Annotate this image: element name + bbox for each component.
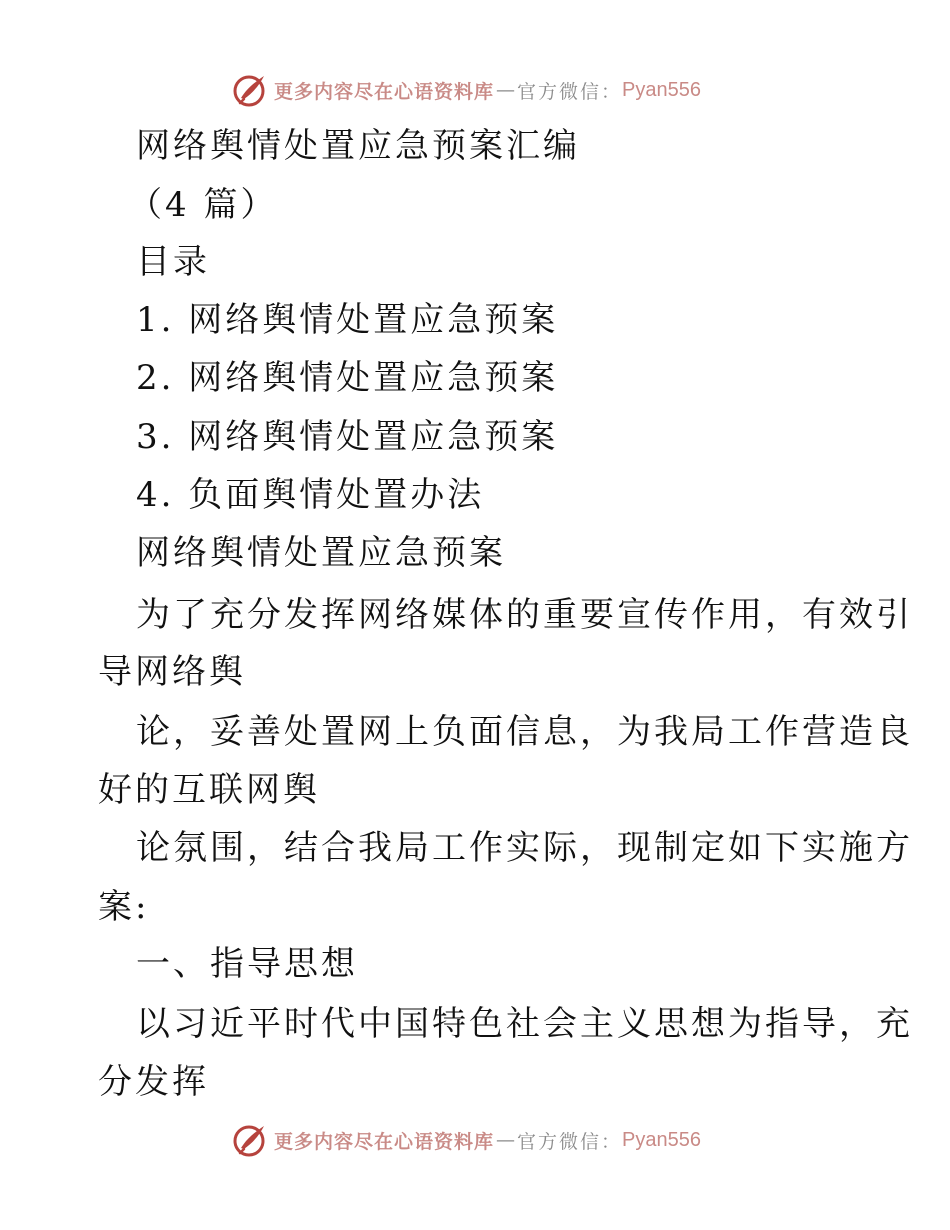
paragraph-line: 案: xyxy=(98,887,150,927)
toc-item: 3. 网络舆情处置应急预案 xyxy=(136,417,559,457)
header-promo-text: 更多内容尽在心语资料库 xyxy=(274,80,495,103)
section-title: 网络舆情处置应急预案 xyxy=(136,533,506,573)
footer-wechat-id: Pyan556 xyxy=(622,1128,701,1151)
paragraph-line: 论氛围，结合我局工作实际，现制定如下实施方 xyxy=(136,828,913,868)
quill-logo-icon xyxy=(232,1122,268,1158)
paragraph-line: 为了充分发挥网络媒体的重要宣传作用，有效引 xyxy=(136,595,913,635)
paragraph-line: 论，妥善处置网上负面信息，为我局工作营造良 xyxy=(136,712,913,752)
footer-wechat-label: 官方微信： xyxy=(517,1130,623,1153)
footer-promo-text: 更多内容尽在心语资料库 xyxy=(274,1130,495,1153)
header-wechat-label: 官方微信： xyxy=(517,80,623,103)
header-dash: — xyxy=(496,79,516,101)
toc-item: 4. 负面舆情处置办法 xyxy=(136,475,485,515)
document-title: 网络舆情处置应急预案汇编 xyxy=(136,126,580,166)
subsection-heading: 一、指导思想 xyxy=(136,944,358,984)
quill-logo-icon xyxy=(232,72,268,108)
paragraph-line: 好的互联网舆 xyxy=(98,770,320,810)
paragraph-line: 以习近平时代中国特色社会主义思想为指导，充 xyxy=(136,1004,913,1044)
header-banner xyxy=(232,70,752,110)
toc-heading: 目录 xyxy=(136,242,210,282)
toc-item: 2. 网络舆情处置应急预案 xyxy=(136,358,559,398)
paragraph-line: 分发挥 xyxy=(98,1062,209,1102)
document-count: （4 篇） xyxy=(128,185,278,225)
footer-banner xyxy=(232,1120,752,1160)
paragraph-line: 导网络舆 xyxy=(98,652,246,692)
toc-item: 1. 网络舆情处置应急预案 xyxy=(136,300,559,340)
footer-dash: — xyxy=(496,1129,516,1151)
header-wechat-id: Pyan556 xyxy=(622,78,701,101)
